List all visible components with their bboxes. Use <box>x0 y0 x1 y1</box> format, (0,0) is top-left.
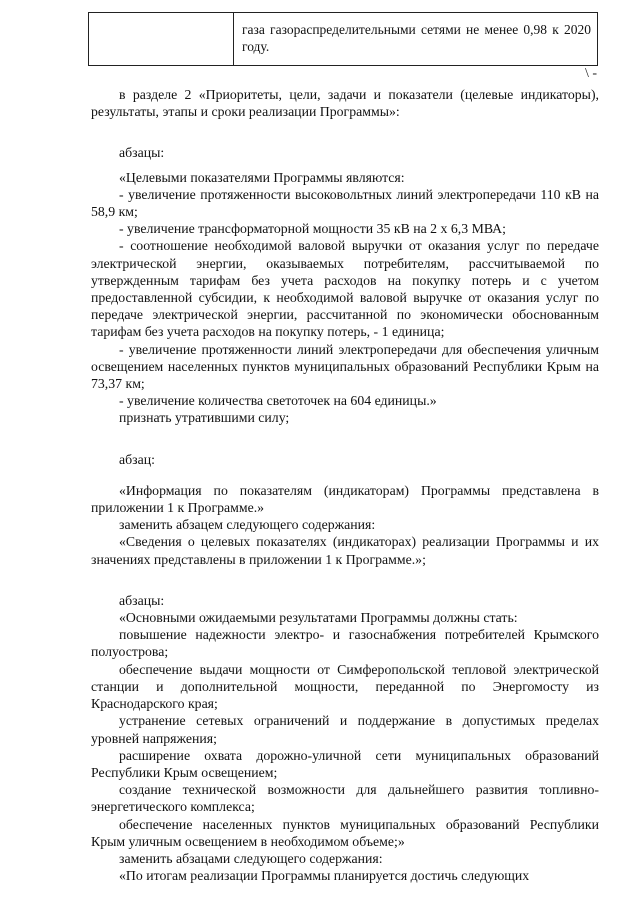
table-cell-text: газа газораспределительными сетями не менее 0,98 к 2020 году. <box>242 22 591 54</box>
table-cell-empty <box>89 13 234 65</box>
paragraph: расширение охвата дорожно-уличной сети муниципальных образований Республики Крым освещением; <box>91 747 599 780</box>
paragraph: «По итогам реализации Программы планируется достичь следующих <box>119 868 530 884</box>
list-item: - увеличение количества светоточек на 604 единицы.» <box>119 393 437 409</box>
paragraph: обеспечение выдачи мощности от Симферопольской тепловой электрической станции и дополнительной мощности, переданной по Энергомосту из Краснодарского края; <box>91 661 599 712</box>
paragraph: «Целевыми показателями Программы являются: <box>119 169 405 185</box>
paragraph: создание технической возможности для дальнейшего развития топливно-энергетического комплекса; <box>91 782 599 815</box>
section-intro: в разделе 2 «Приоритеты, цели, задачи и показатели (целевые индикаторы), результаты, этапы и сроки реализации Программы»: <box>91 87 599 120</box>
table-row <box>88 12 598 66</box>
paragraph: обеспечение населенных пунктов муниципальных образований Республики Крым уличным освещением в необходимом объеме;» <box>91 816 599 849</box>
label-paragraph: абзац: <box>119 451 155 467</box>
paragraph: «Основными ожидаемыми результатами Программы должны стать: <box>119 610 518 626</box>
paragraph: признать утратившими силу; <box>119 410 290 426</box>
label-paragraphs: абзацы: <box>119 145 165 161</box>
paragraph: устранение сетевых ограничений и поддержание в допустимых пределах уровней напряжения; <box>91 713 599 746</box>
margin-mark: \ - <box>585 66 598 81</box>
paragraph: «Сведения о целевых показателях (индикаторах) реализации Программы и их значениях представлены в приложении 1 к Программе.»; <box>91 534 599 567</box>
paragraph: «Информация по показателям (индикаторам) Программы представлена в приложении 1 к Программе.» <box>91 482 599 516</box>
document-body <box>91 86 599 884</box>
paragraph: повышение надежности электро- и газоснабжения потребителей Крымского полуострова; <box>91 627 599 660</box>
list-item: - увеличение протяженности линий электропередачи для обеспечения уличным освещением населенных пунктов муниципальных образований Республики Крым на 73,37 км; <box>91 341 599 392</box>
list-item: - увеличение протяженности высоковольтных линий электропередачи 110 кВ на 58,9 км; <box>91 186 599 220</box>
label-paragraphs: абзацы: <box>119 592 165 608</box>
list-item: - увеличение трансформаторной мощности 35 кВ на 2 х 6,3 МВА; <box>119 221 506 237</box>
list-item: - соотношение необходимой валовой выручки от оказания услуг по передаче электрической энергии, оказываемых потребителям, рассчитываемой по утвержденным тарифам без учета расходов на покупку потерь и с учетом предоставленной субсидии, к необходимой валовой выручке от оказания услуг по передаче электрической энергии, рассчитанной по экономически обоснованным тарифам без учета расходов на покупку потерь, - 1 единица; <box>91 238 599 340</box>
paragraph: заменить абзацами следующего содержания: <box>119 850 383 866</box>
paragraph: заменить абзацем следующего содержания: <box>119 517 376 533</box>
